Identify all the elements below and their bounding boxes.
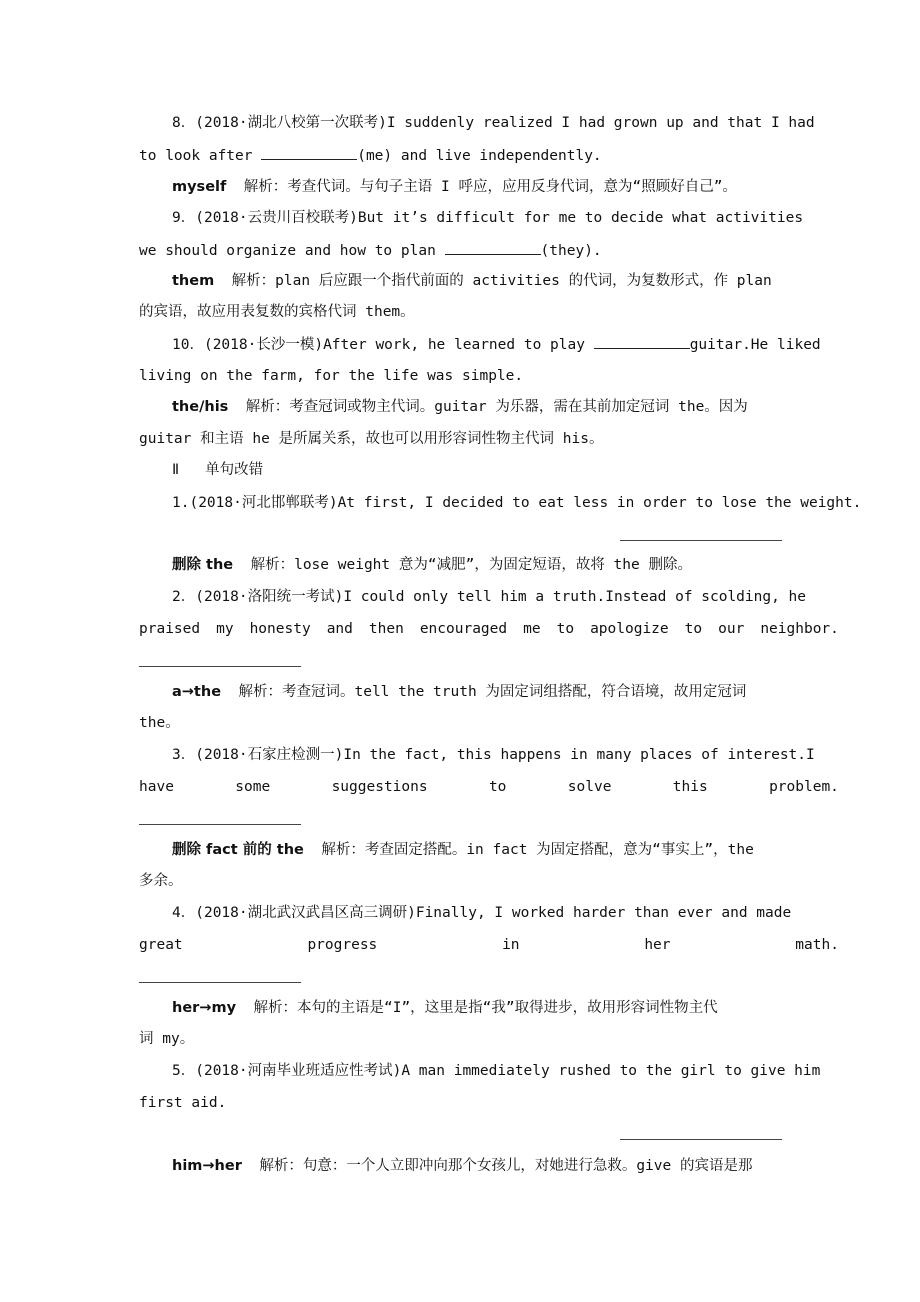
c3-word: this — [672, 779, 708, 795]
c2-word: my — [216, 621, 234, 637]
section-numeral: Ⅱ — [172, 462, 180, 478]
q9-line2-text-a: we should organize and how to plan — [139, 243, 445, 259]
c2-word: to — [684, 621, 703, 637]
c1-explanation: 解析：lose weight 意为“减肥”，为固定短语，故将 the 删除。 — [233, 557, 692, 573]
c2-word: then — [368, 621, 404, 637]
c4-answer-rule — [139, 982, 301, 983]
c2-line1: 2．(2018·洛阳统一考试)I could only tell him a truth.Instead of scolding, he — [172, 589, 807, 605]
q10-explanation-2: guitar 和主语 he 是所属关系，故也可以用形容词性物主代词 his。 — [139, 431, 604, 447]
c3-word: have — [139, 779, 174, 795]
c3-answer: 删除 fact 前的 the — [172, 842, 304, 858]
c3-word: solve — [567, 779, 612, 795]
c2-explanation-1: 解析：考查冠词。tell the truth 为固定词组搭配，符合语境，故用定冠词 — [221, 684, 747, 700]
c2-word: honesty — [249, 621, 311, 637]
q9-blank — [445, 240, 541, 255]
c5-line1: 5．(2018·河南毕业班适应性考试)A man immediately rushed to the girl to give him — [172, 1063, 821, 1079]
c2-word: praised — [139, 621, 201, 637]
q8-line1: 8．(2018·湖北八校第一次联考)I suddenly realized I had grown up and that I had — [172, 115, 815, 131]
c2-word: me — [523, 621, 541, 637]
q8-explanation: 解析：考查代词。与句子主语 I 呼应，应用反身代词，意为“照顾好自己”。 — [226, 179, 737, 195]
c4-word: her — [644, 937, 671, 953]
c4-word: in — [502, 937, 520, 953]
c3-line2 — [139, 777, 839, 797]
c2-answer: a→the — [172, 684, 222, 700]
q8-blank — [261, 145, 357, 160]
c5-line2: first aid. — [139, 1095, 227, 1111]
c4-word: great — [139, 937, 183, 953]
c2-answer-rule — [139, 666, 301, 667]
q10-line1 — [172, 334, 872, 355]
c2-word: and — [326, 621, 353, 637]
q9-line2 — [139, 240, 839, 261]
c2-explanation-2: the。 — [139, 715, 180, 731]
q9-answer: them — [172, 273, 215, 289]
q8-line2-text-a: to look after — [139, 148, 262, 164]
c3-word: some — [235, 779, 271, 795]
c2-word: encouraged — [419, 621, 508, 637]
q9-explanation-2: 的宾语，故应用表复数的宾格代词 them。 — [139, 304, 415, 320]
c3-line1: 3．(2018·石家庄检测一)In the fact, this happens in many places of interest.I — [172, 747, 815, 763]
c2-line2 — [139, 619, 839, 639]
c2-word: our — [718, 621, 745, 637]
q10-answer: the/his — [172, 399, 229, 415]
q10-line1-text-a: 10．(2018·长沙一模)After work, he learned to play — [172, 337, 594, 353]
c3-word: problem. — [769, 779, 839, 795]
q10-line2: living on the farm, for the life was simple. — [139, 368, 524, 384]
c1-answer: 删除 the — [172, 557, 234, 573]
c5-explanation: 解析：句意：一个人立即冲向那个女孩儿，对她进行急救。give 的宾语是那 — [241, 1158, 753, 1174]
c2-word: neighbor. — [760, 621, 839, 637]
c4-word: progress — [307, 937, 378, 953]
q8-answer-line — [172, 177, 872, 197]
c5-answer-rule — [620, 1139, 782, 1140]
section-title: 单句改错 — [205, 462, 264, 478]
c5-answer-line — [172, 1156, 872, 1176]
section-heading — [172, 460, 872, 480]
c4-line2 — [139, 935, 839, 955]
q8-line2-text-b: (me) and live independently. — [357, 148, 602, 164]
c2-word: apologize — [590, 621, 669, 637]
q10-line1-text-b: guitar.He liked — [689, 337, 821, 353]
c4-explanation-1: 解析：本句的主语是“I”，这里是指“我”取得进步，故用形容词性物主代 — [236, 1000, 718, 1016]
q8-line2 — [139, 145, 839, 166]
c1-answer-line — [172, 555, 872, 575]
c3-word: suggestions — [331, 779, 428, 795]
c2-answer-line — [172, 682, 872, 702]
c4-answer: her→my — [172, 1000, 237, 1016]
c1-line1: 1.(2018·河北邯郸联考)At first, I decided to eat less in order to lose the weight. — [172, 495, 862, 511]
c4-line1: 4．(2018·湖北武汉武昌区高三调研)Finally, I worked harder than ever and made — [172, 905, 792, 921]
q10-blank — [594, 334, 690, 349]
q10-answer-line — [172, 397, 872, 417]
q9-answer-line — [172, 271, 872, 291]
q10-explanation-1: 解析：考查冠词或物主代词。guitar 为乐器，需在其前加定冠词 the。因为 — [228, 399, 748, 415]
c4-answer-line — [172, 998, 872, 1018]
c1-answer-rule — [620, 540, 782, 541]
c3-answer-line — [172, 840, 872, 860]
c5-answer: him→her — [172, 1158, 242, 1174]
q9-explanation-1: 解析：plan 后应跟一个指代前面的 activities 的代词，为复数形式，作 plan — [214, 273, 772, 289]
c3-explanation-1: 解析：考查固定搭配。in fact 为固定搭配，意为“事实上”，the — [303, 842, 754, 858]
c4-explanation-2: 词 my。 — [139, 1031, 195, 1047]
c3-word: to — [488, 779, 507, 795]
q9-line1: 9．(2018·云贵川百校联考)But it’s difficult for me to decide what activities — [172, 210, 804, 226]
q8-answer: myself — [172, 179, 227, 195]
c4-word: math. — [795, 937, 839, 953]
c3-answer-rule — [139, 824, 301, 825]
c2-word: to — [556, 621, 575, 637]
c3-explanation-2: 多余。 — [139, 873, 183, 889]
q9-line2-text-b: (they). — [540, 243, 602, 259]
